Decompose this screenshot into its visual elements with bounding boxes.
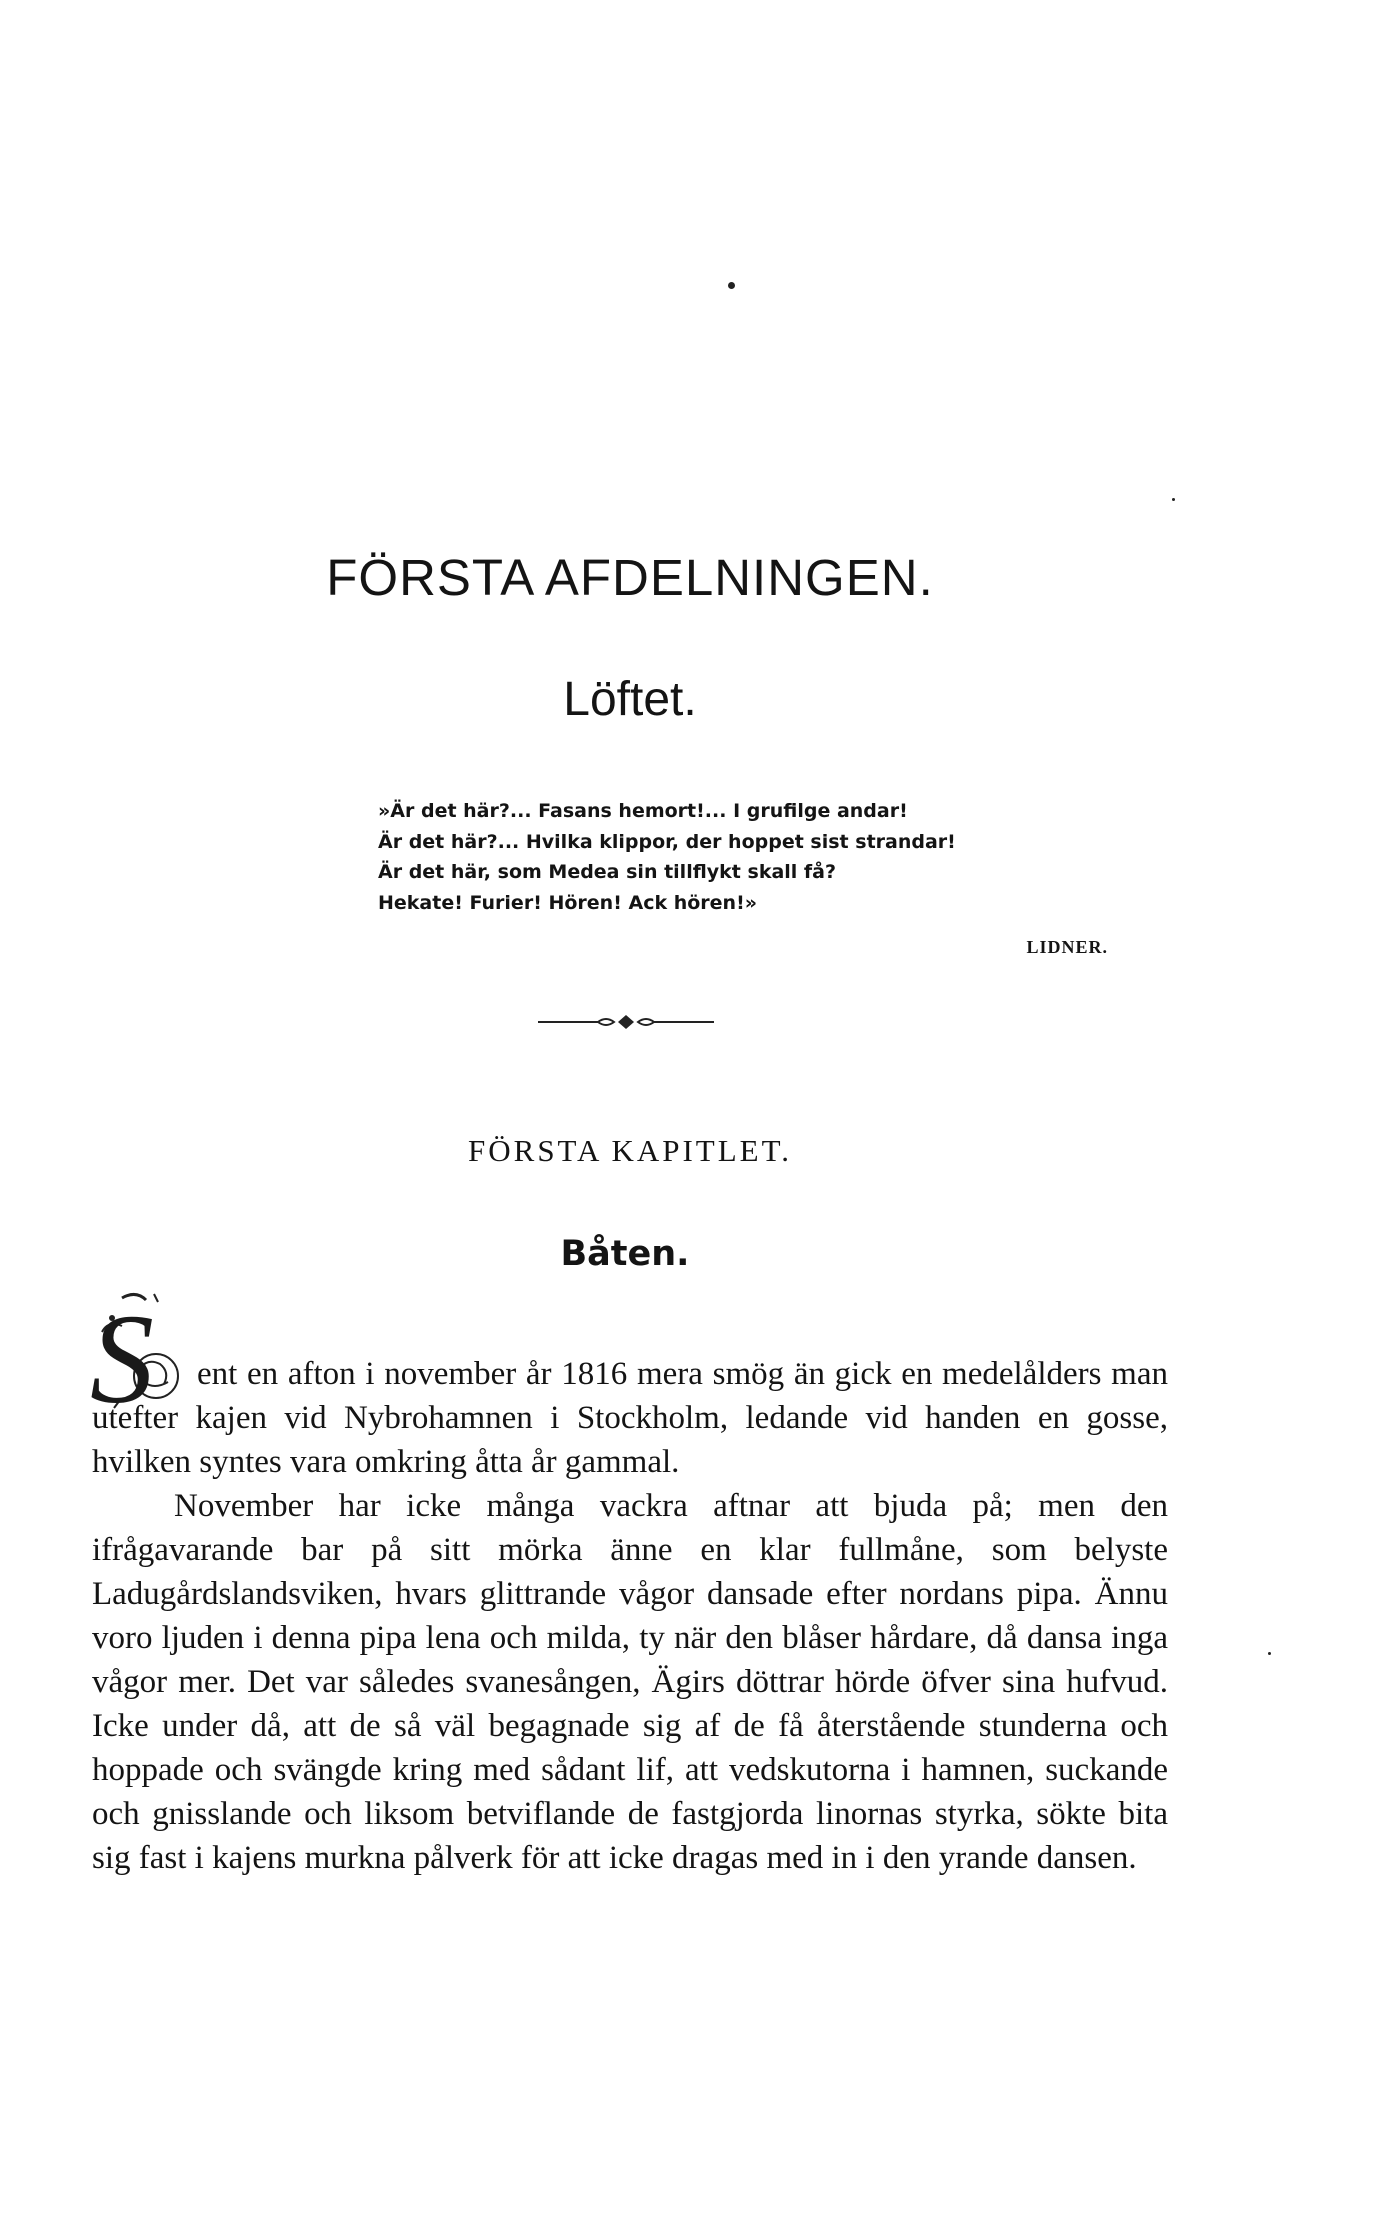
epigraph-line: Hekate! Furier! Hören! Ack hören!»: [378, 891, 758, 914]
part-title: FÖRSTA AFDELNINGEN.: [326, 549, 934, 606]
chapter-title: FÖRSTA KAPITLET.: [468, 1133, 792, 1168]
paragraph-1: ent en afton i november år 1816 mera smög än gick en medelålders man utefter kajen vid Nybrohamnen i Stockholm, ledande vid handen en gosse, hvilken syntes vara omkring åtta år gammal.: [92, 1356, 1168, 1480]
section-title: Löftet.: [563, 673, 697, 726]
epigraph-line: Är det här?... Hvilka klippor, der hoppet sist strandar!: [378, 830, 956, 853]
ink-speck: [1268, 1652, 1271, 1655]
epigraph-line: Är det här, som Medea sin tillflykt skall få?: [378, 861, 837, 883]
dash-ornament-icon: [538, 1012, 714, 1032]
dropcap-letter: S: [90, 1290, 154, 1412]
epigraph-attribution: LIDNER.: [1026, 937, 1108, 957]
epigraph-line: »Är det här?... Fasans hemort!... I grufilge andar!: [378, 800, 908, 822]
chapter-subtitle: Båten.: [560, 1234, 690, 1274]
ink-speck: [1172, 498, 1175, 501]
paragraph-2: November har icke många vackra aftnar att bjuda på; men den ifrågavarande bar på sitt mörka änne en klar fullmåne, som belyste Ladugårdslandsviken, hvars glittrande vågor dansade efter nordans pipa. Ännu voro ljuden i denna pipa lena och milda, ty när den blåser hårdare, då dansa inga vågor mer. Det var således svanesången, Ägirs döttrar hörde öfver sina hufvud. Icke under då, att de så väl begagnade sig af de få återstående stunderna och hoppade och svängde kring med sådant lif, att vedskutorna i hamnen, suckande och gnisslande och liksom betviflande de fastgjorda linornas styrka, sökte bita sig fast i kajens murkna pålverk för att icke dragas med in i den yrande dansen.: [92, 1488, 1168, 1876]
ink-speck: [728, 282, 735, 289]
epigraph: [378, 796, 1118, 963]
body-text: [92, 1352, 1168, 1880]
